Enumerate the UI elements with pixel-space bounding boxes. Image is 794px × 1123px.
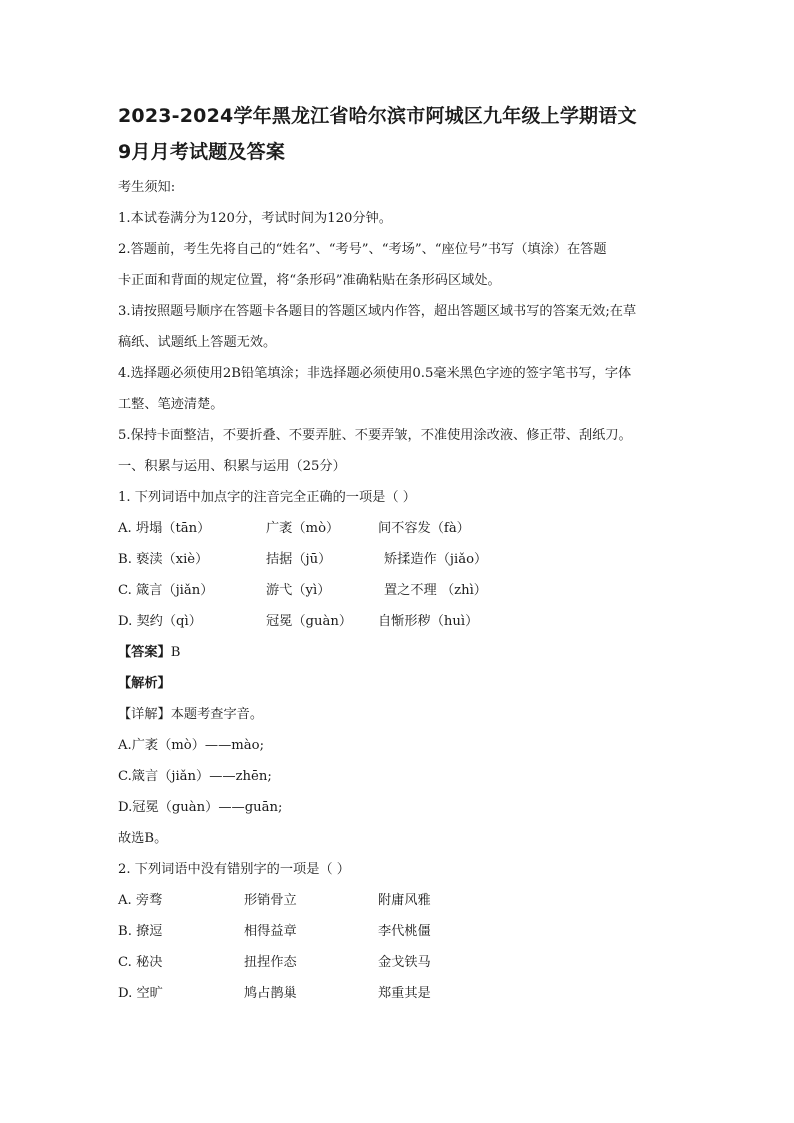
question-1-option-c xyxy=(118,575,678,606)
option-word: D. 空旷 xyxy=(118,986,163,1001)
answer-value: B xyxy=(170,645,181,660)
document-title-line-2: 9月月考试题及答案 xyxy=(118,141,286,163)
option-word: B. 亵渎（xiè） xyxy=(118,552,209,567)
option-word: 广袤（mò） xyxy=(266,521,340,536)
option-word: 拮据（jū） xyxy=(266,552,332,567)
question-2-option-d xyxy=(118,978,678,1009)
explain-line: A.广袤（mò）——mào; xyxy=(118,738,265,753)
question-1-option-b xyxy=(118,544,678,575)
section-heading: 一、积累与运用、积累与运用（25分） xyxy=(118,459,346,474)
explain-line: 故选B。 xyxy=(118,831,168,846)
notice-item: 稿纸、试题纸上答题无效。 xyxy=(118,335,277,350)
notice-item: 3.请按照题号顺序在答题卡各题目的答题区域内作答，超出答题区域书写的答案无效;在草 xyxy=(118,304,637,319)
notice-item: 2.答题前，考生先将自己的“姓名”、“考号”、“考场”、“座位号”书写（填涂）在答题 xyxy=(118,242,607,257)
document-title-line-1: 2023-2024学年黑龙江省哈尔滨市阿城区九年级上学期语文 xyxy=(118,105,637,127)
option-word: A. 坍塌（tān） xyxy=(118,521,211,536)
option-word: 李代桃僵 xyxy=(378,924,431,939)
notice-heading: 考生须知: xyxy=(118,180,176,195)
option-word: 置之不理 （zhì） xyxy=(384,583,487,598)
option-word: 相得益章 xyxy=(244,924,297,939)
notice-item: 4.选择题必须使用2B铅笔填涂；非选择题必须使用0.5毫米黑色字迹的签字笔书写，字体 xyxy=(118,366,632,381)
notice-item: 5.保持卡面整洁，不要折叠、不要弄脏、不要弄皱，不准使用涂改液、修正带、刮纸刀。 xyxy=(118,428,632,443)
question-2-option-c xyxy=(118,947,678,978)
option-word: B. 撩逗 xyxy=(118,924,163,939)
explain-line: D.冠冕（guàn）——guān; xyxy=(118,800,283,815)
option-word: A. 旁骛 xyxy=(118,893,163,908)
question-1-stem: 1. 下列词语中加点字的注音完全正确的一项是（ ） xyxy=(118,490,416,505)
option-word: C. 秘决 xyxy=(118,955,163,970)
question-2-option-b xyxy=(118,916,678,947)
question-2-option-a xyxy=(118,885,678,916)
question-1-option-d xyxy=(118,606,678,637)
answer-line xyxy=(118,637,678,668)
option-word: 附庸风雅 xyxy=(378,893,431,908)
detail-line: 【详解】本题考查字音。 xyxy=(118,707,264,722)
option-word: C. 箴言（jiǎn） xyxy=(118,583,214,598)
option-word: D. 契约（qì） xyxy=(118,614,202,629)
option-word: 扭捏作态 xyxy=(244,955,297,970)
notice-item: 1.本试卷满分为120分，考试时间为120分钟。 xyxy=(118,211,392,226)
answer-label: 【答案】 xyxy=(118,645,171,660)
option-word: 自惭形秽（huì） xyxy=(378,614,479,629)
option-word: 金戈铁马 xyxy=(378,955,431,970)
analysis-label: 【解析】 xyxy=(118,676,171,691)
option-word: 形销骨立 xyxy=(244,893,297,908)
notice-item: 工整、笔迹清楚。 xyxy=(118,397,224,412)
explain-line: C.箴言（jiǎn）——zhēn; xyxy=(118,769,272,784)
notice-item: 卡正面和背面的规定位置，将“条形码”准确粘贴在条形码区域处。 xyxy=(118,273,501,288)
question-2-stem: 2. 下列词语中没有错别字的一项是（ ） xyxy=(118,862,350,877)
option-word: 游弋（yì） xyxy=(266,583,331,598)
question-1-option-a xyxy=(118,513,678,544)
option-word: 鸠占鹊巢 xyxy=(244,986,297,1001)
option-word: 冠冕（guàn） xyxy=(266,614,353,629)
option-word: 矫揉造作（jiǎo） xyxy=(384,552,488,567)
document-page xyxy=(118,98,678,1009)
option-word: 间不容发（fà） xyxy=(378,521,470,536)
option-word: 郑重其是 xyxy=(378,986,431,1001)
